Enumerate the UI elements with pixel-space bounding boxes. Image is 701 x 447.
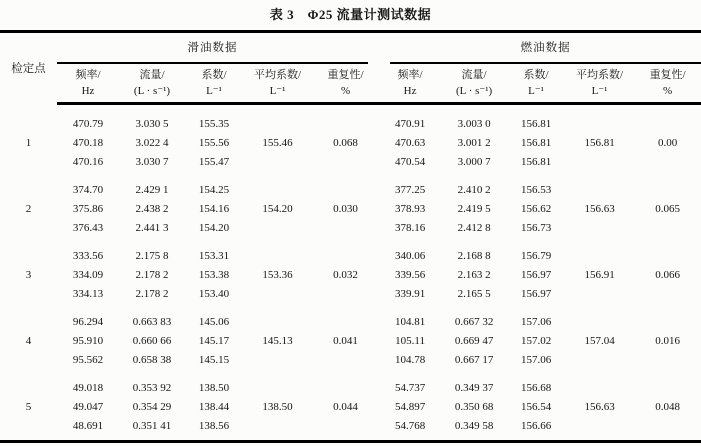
oil-coefficient-value: 154.20	[198, 221, 230, 234]
oil-avg-coefficient-value	[243, 284, 312, 303]
fuel-flow-value: 3.000 7	[457, 155, 491, 168]
fuel-coefficient-value: 156.62	[520, 202, 552, 215]
oil-repeatability-value	[312, 237, 379, 265]
oil-avg-coefficient-value: 153.36	[262, 268, 293, 281]
oil-avg-coefficient-value: 155.46	[262, 136, 293, 149]
checkpoint-id: 2	[25, 202, 32, 215]
fuel-flow-value: 2.165 5	[457, 287, 491, 300]
checkpoint-id	[0, 303, 57, 331]
table-row-point-4	[0, 303, 701, 331]
fuel-flow-value: 0.350 68	[454, 400, 494, 413]
oil-repeatability-value	[312, 104, 379, 134]
table-row-point-3	[0, 284, 701, 303]
header-oil-avg-coefficient: 平均系数/ L⁻¹	[243, 64, 312, 104]
fuel-coefficient-value: 156.54	[520, 400, 552, 413]
fuel-flow-value: 2.168 8	[457, 249, 491, 262]
fuel-avg-coefficient-value: 156.81	[584, 136, 615, 149]
oil-coefficient-value: 138.50	[198, 381, 230, 394]
oil-coefficient-value: 155.47	[198, 155, 230, 168]
fuel-coefficient-value: 156.81	[520, 117, 552, 130]
fuel-frequency-value: 378.16	[394, 221, 426, 234]
table-body	[0, 104, 701, 442]
fuel-flow-value: 2.419 5	[457, 202, 491, 215]
fuel-avg-coefficient-value	[565, 104, 634, 134]
fuel-repeatability-value	[634, 350, 701, 369]
checkpoint-id	[0, 284, 57, 303]
oil-avg-coefficient-value	[243, 237, 312, 265]
group-label-fuel: 燃油数据	[390, 33, 701, 64]
fuel-avg-coefficient-value	[565, 152, 634, 171]
oil-avg-coefficient-value	[243, 152, 312, 171]
fuel-repeatability-value	[634, 218, 701, 237]
oil-flow-value: 2.429 1	[135, 183, 169, 196]
oil-avg-coefficient-value: 138.50	[262, 400, 293, 413]
fuel-flow-value: 3.001 2	[457, 136, 491, 149]
oil-flow-value: 2.175 8	[135, 249, 169, 262]
fuel-repeatability-value	[634, 104, 701, 134]
group-header-fuel	[379, 32, 701, 65]
table-row-point-4	[0, 331, 701, 350]
fuel-repeatability-value	[634, 237, 701, 265]
oil-frequency-value: 49.018	[72, 381, 104, 394]
table-row-point-1	[0, 133, 701, 152]
oil-flow-value: 2.438 2	[135, 202, 169, 215]
fuel-frequency-value: 104.78	[394, 353, 426, 366]
oil-avg-coefficient-value	[243, 171, 312, 199]
fuel-frequency-value: 339.56	[394, 268, 426, 281]
fuel-avg-coefficient-value	[565, 416, 634, 442]
fuel-avg-coefficient-value: 156.91	[584, 268, 615, 281]
checkpoint-id	[0, 104, 57, 134]
oil-frequency-value: 334.09	[72, 268, 104, 281]
oil-frequency-value: 376.43	[72, 221, 104, 234]
oil-flow-value: 3.030 7	[135, 155, 169, 168]
oil-repeatability-value: 0.030	[333, 202, 358, 215]
fuel-flow-value: 0.667 17	[454, 353, 494, 366]
oil-frequency-value: 374.70	[72, 183, 104, 196]
fuel-frequency-value: 378.93	[394, 202, 426, 215]
fuel-coefficient-value: 156.68	[520, 381, 552, 394]
header-oil-frequency: 频率/ Hz	[57, 64, 119, 104]
fuel-avg-coefficient-value	[565, 350, 634, 369]
fuel-flow-value: 0.349 37	[454, 381, 494, 394]
oil-coefficient-value: 145.06	[198, 315, 230, 328]
checkpoint-id	[0, 369, 57, 397]
fuel-repeatability-value	[634, 171, 701, 199]
checkpoint-id	[0, 237, 57, 265]
fuel-frequency-value: 377.25	[394, 183, 426, 196]
oil-frequency-value: 96.294	[72, 315, 104, 328]
header-oil-flow: 流量/ (L · s⁻¹)	[119, 64, 185, 104]
fuel-coefficient-value: 157.06	[520, 315, 552, 328]
fuel-repeatability-value	[634, 369, 701, 397]
fuel-coefficient-value: 156.81	[520, 136, 552, 149]
oil-coefficient-value: 145.17	[198, 334, 230, 347]
fuel-coefficient-value: 156.53	[520, 183, 552, 196]
fuel-frequency-value: 104.81	[394, 315, 426, 328]
fuel-avg-coefficient-value	[565, 369, 634, 397]
fuel-coefficient-value: 156.66	[520, 419, 552, 432]
fuel-frequency-value: 470.63	[394, 136, 426, 149]
header-oil-coefficient: 系数/ L⁻¹	[185, 64, 243, 104]
fuel-repeatability-value	[634, 303, 701, 331]
fuel-repeatability-value: 0.016	[655, 334, 680, 347]
table-header	[0, 32, 701, 104]
checkpoint-id: 3	[25, 268, 32, 281]
group-header-oil	[57, 32, 379, 65]
fuel-frequency-value: 340.06	[394, 249, 426, 262]
table-row-point-5	[0, 416, 701, 442]
fuel-coefficient-value: 156.79	[520, 249, 552, 262]
fuel-repeatability-value: 0.00	[657, 136, 678, 149]
table-row-point-1	[0, 104, 701, 134]
oil-coefficient-value: 138.56	[198, 419, 230, 432]
table-row-point-2	[0, 218, 701, 237]
oil-avg-coefficient-value	[243, 104, 312, 134]
fuel-flow-value: 0.669 47	[454, 334, 494, 347]
fuel-repeatability-value	[634, 284, 701, 303]
oil-repeatability-value	[312, 350, 379, 369]
header-oil-repeatability: 重复性/ %	[312, 64, 379, 104]
fuel-frequency-value: 105.11	[395, 334, 425, 347]
oil-repeatability-value: 0.068	[333, 136, 358, 149]
oil-repeatability-value: 0.041	[333, 334, 358, 347]
oil-flow-value: 0.663 83	[132, 315, 172, 328]
oil-flow-value: 0.353 92	[132, 381, 172, 394]
table-row-point-5	[0, 397, 701, 416]
fuel-coefficient-value: 156.97	[520, 287, 552, 300]
oil-frequency-value: 48.691	[72, 419, 104, 432]
oil-coefficient-value: 154.25	[198, 183, 230, 196]
checkpoint-id	[0, 152, 57, 171]
table-row-point-5	[0, 369, 701, 397]
fuel-frequency-value: 470.91	[394, 117, 426, 130]
table-row-point-2	[0, 171, 701, 199]
checkpoint-id	[0, 350, 57, 369]
oil-coefficient-value: 153.31	[198, 249, 230, 262]
oil-flow-value: 3.030 5	[135, 117, 169, 130]
fuel-avg-coefficient-value	[565, 171, 634, 199]
oil-avg-coefficient-value	[243, 416, 312, 442]
corner-header-checkpoint: 检定点	[11, 63, 46, 76]
group-header-row	[0, 32, 701, 65]
table-row-point-3	[0, 237, 701, 265]
fuel-repeatability-value	[634, 416, 701, 442]
table-row-point-2	[0, 199, 701, 218]
oil-frequency-value: 375.86	[72, 202, 104, 215]
fuel-repeatability-value	[634, 152, 701, 171]
oil-coefficient-value: 155.56	[198, 136, 230, 149]
oil-avg-coefficient-value	[243, 218, 312, 237]
checkpoint-id	[0, 218, 57, 237]
checkpoint-id: 4	[25, 334, 32, 347]
oil-avg-coefficient-value	[243, 369, 312, 397]
oil-coefficient-value: 153.38	[198, 268, 230, 281]
table-title: 表 3 Φ25 流量计测试数据	[269, 7, 432, 22]
fuel-repeatability-value: 0.065	[655, 202, 680, 215]
oil-flow-value: 0.660 66	[132, 334, 172, 347]
checkpoint-id	[0, 171, 57, 199]
oil-repeatability-value	[312, 284, 379, 303]
oil-repeatability-value	[312, 171, 379, 199]
oil-frequency-value: 333.56	[72, 249, 104, 262]
fuel-flow-value: 2.410 2	[457, 183, 491, 196]
oil-avg-coefficient-value	[243, 350, 312, 369]
oil-flow-value: 2.178 2	[135, 268, 169, 281]
oil-repeatability-value: 0.032	[333, 268, 358, 281]
oil-repeatability-value	[312, 152, 379, 171]
oil-repeatability-value	[312, 369, 379, 397]
fuel-avg-coefficient-value	[565, 303, 634, 331]
group-label-oil: 滑油数据	[57, 33, 368, 64]
oil-coefficient-value: 154.16	[198, 202, 230, 215]
oil-flow-value: 0.351 41	[132, 419, 172, 432]
fuel-coefficient-value: 156.97	[520, 268, 552, 281]
oil-frequency-value: 95.562	[72, 353, 104, 366]
fuel-avg-coefficient-value	[565, 218, 634, 237]
fuel-frequency-value: 470.54	[394, 155, 426, 168]
oil-repeatability-value	[312, 416, 379, 442]
oil-flow-value: 3.022 4	[135, 136, 169, 149]
oil-coefficient-value: 155.35	[198, 117, 230, 130]
oil-repeatability-value	[312, 218, 379, 237]
fuel-frequency-value: 54.897	[394, 400, 426, 413]
fuel-coefficient-value: 157.02	[520, 334, 552, 347]
oil-avg-coefficient-value: 145.13	[262, 334, 293, 347]
header-fuel-repeatability: 重复性/ %	[634, 64, 701, 104]
fuel-avg-coefficient-value	[565, 237, 634, 265]
oil-flow-value: 2.441 3	[135, 221, 169, 234]
table-row-point-4	[0, 350, 701, 369]
fuel-avg-coefficient-value: 156.63	[584, 400, 615, 413]
fuel-coefficient-value: 156.81	[520, 155, 552, 168]
table-row-point-3	[0, 265, 701, 284]
fuel-flow-value: 2.163 2	[457, 268, 491, 281]
checkpoint-id	[0, 416, 57, 442]
fuel-frequency-value: 339.91	[394, 287, 426, 300]
oil-frequency-value: 95.910	[72, 334, 104, 347]
header-fuel-coefficient: 系数/ L⁻¹	[507, 64, 565, 104]
oil-flow-value: 0.658 38	[132, 353, 172, 366]
oil-flow-value: 2.178 2	[135, 287, 169, 300]
column-header-row	[0, 64, 701, 104]
oil-frequency-value: 470.79	[72, 117, 104, 130]
table-row-point-1	[0, 152, 701, 171]
fuel-avg-coefficient-value: 156.63	[584, 202, 615, 215]
fuel-flow-value: 0.349 58	[454, 419, 494, 432]
fuel-flow-value: 0.667 32	[454, 315, 494, 328]
fuel-avg-coefficient-value	[565, 284, 634, 303]
oil-avg-coefficient-value: 154.20	[262, 202, 293, 215]
oil-repeatability-value: 0.044	[333, 400, 358, 413]
oil-avg-coefficient-value	[243, 303, 312, 331]
checkpoint-id: 1	[25, 136, 32, 149]
fuel-frequency-value: 54.737	[394, 381, 426, 394]
oil-coefficient-value: 153.40	[198, 287, 230, 300]
fuel-repeatability-value: 0.048	[655, 400, 680, 413]
fuel-coefficient-value: 156.73	[520, 221, 552, 234]
fuel-frequency-value: 54.768	[394, 419, 426, 432]
flowmeter-test-table	[0, 30, 701, 443]
checkpoint-id: 5	[25, 400, 32, 413]
oil-coefficient-value: 138.44	[198, 400, 230, 413]
oil-frequency-value: 334.13	[72, 287, 104, 300]
fuel-avg-coefficient-value: 157.04	[584, 334, 615, 347]
oil-repeatability-value	[312, 303, 379, 331]
fuel-coefficient-value: 157.06	[520, 353, 552, 366]
oil-frequency-value: 470.16	[72, 155, 104, 168]
oil-frequency-value: 49.047	[72, 400, 104, 413]
fuel-flow-value: 3.003 0	[457, 117, 491, 130]
fuel-flow-value: 2.412 8	[457, 221, 491, 234]
oil-coefficient-value: 145.15	[198, 353, 230, 366]
header-fuel-flow: 流量/ (L · s⁻¹)	[441, 64, 507, 104]
header-fuel-avg-coefficient: 平均系数/ L⁻¹	[565, 64, 634, 104]
fuel-repeatability-value: 0.066	[655, 268, 680, 281]
oil-flow-value: 0.354 29	[132, 400, 172, 413]
header-fuel-frequency: 频率/ Hz	[379, 64, 441, 104]
oil-frequency-value: 470.18	[72, 136, 104, 149]
